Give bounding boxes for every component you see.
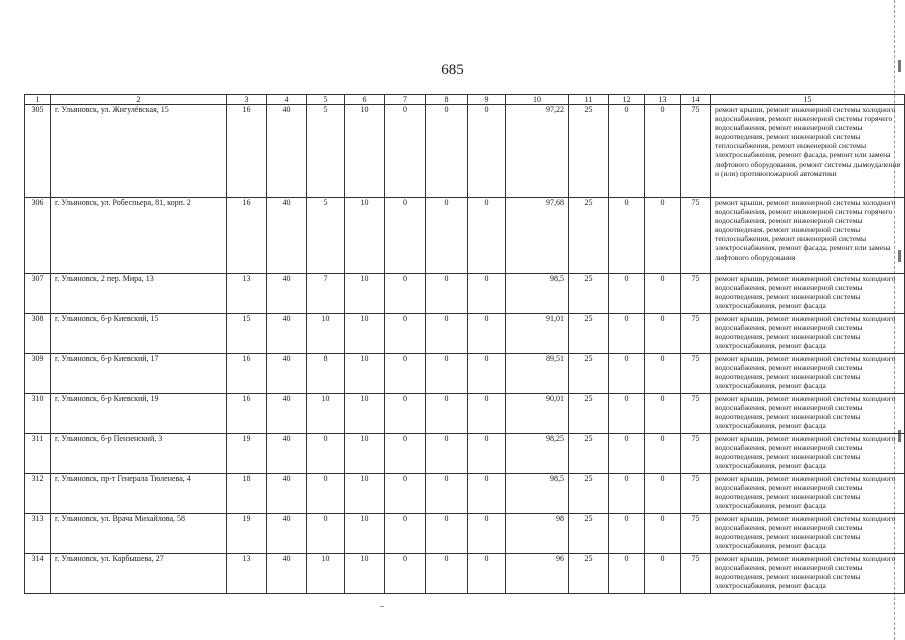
value-col-11: 25 <box>569 274 609 314</box>
value-col-13: 0 <box>645 198 681 274</box>
value-col-12: 0 <box>609 274 645 314</box>
value-col-14: 75 <box>681 434 711 474</box>
column-number-header: 7 <box>385 95 426 105</box>
value-col-14: 75 <box>681 198 711 274</box>
column-number-header: 2 <box>51 95 227 105</box>
column-number-header: 11 <box>569 95 609 105</box>
value-col-8: 0 <box>426 274 468 314</box>
row-number: 308 <box>25 314 51 354</box>
value-col-13: 0 <box>645 274 681 314</box>
value-col-3: 19 <box>227 434 267 474</box>
value-col-11: 25 <box>569 394 609 434</box>
value-col-13: 0 <box>645 105 681 198</box>
value-col-13: 0 <box>645 394 681 434</box>
column-number-header: 6 <box>345 95 385 105</box>
value-col-8: 0 <box>426 354 468 394</box>
value-col-4: 40 <box>267 105 307 198</box>
repair-works-list: ремонт крыши, ремонт инженерной системы холодного водоснабжения, ремонт инженерной системы водоотведения, ремонт инженерной системы электроснабжения, ремонт фасада <box>711 434 905 474</box>
repair-works-list: ремонт крыши, ремонт инженерной системы холодного водоснабжения, ремонт инженерной системы водоотведения, ремонт инженерной системы электроснабжения, ремонт фасада <box>711 354 905 394</box>
value-col-14: 75 <box>681 274 711 314</box>
row-number: 310 <box>25 394 51 434</box>
value-col-6: 10 <box>345 314 385 354</box>
repair-works-list: ремонт крыши, ремонт инженерной системы холодного водоснабжения, ремонт инженерной системы водоотведения, ремонт инженерной системы электроснабжения, ремонт фасада <box>711 554 905 594</box>
value-col-6: 10 <box>345 198 385 274</box>
value-col-12: 0 <box>609 434 645 474</box>
value-col-5: 5 <box>307 105 345 198</box>
value-col-11: 25 <box>569 105 609 198</box>
value-col-12: 0 <box>609 394 645 434</box>
value-col-7: 0 <box>385 354 426 394</box>
value-col-9: 0 <box>468 514 506 554</box>
value-col-10: 91,01 <box>506 314 569 354</box>
value-col-10: 97,22 <box>506 105 569 198</box>
table-row <box>25 105 905 198</box>
value-col-13: 0 <box>645 474 681 514</box>
value-col-12: 0 <box>609 105 645 198</box>
column-number-row <box>25 95 905 105</box>
repair-works-list: ремонт крыши, ремонт инженерной системы холодного водоснабжения, ремонт инженерной системы водоотведения, ремонт инженерной системы электроснабжения, ремонт фасада <box>711 314 905 354</box>
value-col-10: 98,5 <box>506 274 569 314</box>
value-col-9: 0 <box>468 474 506 514</box>
value-col-8: 0 <box>426 198 468 274</box>
value-col-6: 10 <box>345 474 385 514</box>
value-col-9: 0 <box>468 434 506 474</box>
value-col-8: 0 <box>426 474 468 514</box>
value-col-5: 0 <box>307 514 345 554</box>
scan-edge-mark <box>898 60 901 72</box>
value-col-14: 75 <box>681 394 711 434</box>
table-row <box>25 434 905 474</box>
value-col-4: 40 <box>267 474 307 514</box>
value-col-9: 0 <box>468 554 506 594</box>
value-col-4: 40 <box>267 554 307 594</box>
value-col-8: 0 <box>426 514 468 554</box>
row-number: 313 <box>25 514 51 554</box>
value-col-7: 0 <box>385 514 426 554</box>
value-col-11: 25 <box>569 474 609 514</box>
value-col-3: 16 <box>227 394 267 434</box>
row-number: 305 <box>25 105 51 198</box>
value-col-3: 16 <box>227 198 267 274</box>
value-col-3: 16 <box>227 354 267 394</box>
value-col-10: 97,68 <box>506 198 569 274</box>
value-col-9: 0 <box>468 274 506 314</box>
value-col-8: 0 <box>426 394 468 434</box>
value-col-5: 10 <box>307 314 345 354</box>
value-col-14: 75 <box>681 105 711 198</box>
value-col-3: 19 <box>227 514 267 554</box>
value-col-11: 25 <box>569 314 609 354</box>
table-row <box>25 514 905 554</box>
value-col-7: 0 <box>385 314 426 354</box>
table-row <box>25 198 905 274</box>
value-col-10: 98,25 <box>506 434 569 474</box>
column-number-header: 9 <box>468 95 506 105</box>
address: г. Ульяновск, ул. Жигулёвская, 15 <box>51 105 227 198</box>
table-row <box>25 554 905 594</box>
table-row <box>25 274 905 314</box>
value-col-5: 7 <box>307 274 345 314</box>
value-col-5: 10 <box>307 554 345 594</box>
value-col-9: 0 <box>468 354 506 394</box>
address: г. Ульяновск, б-р Киевский, 17 <box>51 354 227 394</box>
value-col-6: 10 <box>345 394 385 434</box>
value-col-3: 18 <box>227 474 267 514</box>
value-col-7: 0 <box>385 198 426 274</box>
value-col-4: 40 <box>267 314 307 354</box>
value-col-6: 10 <box>345 105 385 198</box>
value-col-14: 75 <box>681 554 711 594</box>
value-col-5: 0 <box>307 474 345 514</box>
scan-dot <box>380 606 384 607</box>
value-col-3: 15 <box>227 314 267 354</box>
table-row <box>25 474 905 514</box>
row-number: 306 <box>25 198 51 274</box>
value-col-8: 0 <box>426 314 468 354</box>
column-number-header: 13 <box>645 95 681 105</box>
value-col-7: 0 <box>385 474 426 514</box>
repair-works-list: ремонт крыши, ремонт инженерной системы холодного водоснабжения, ремонт инженерной системы горячего водоснабжения, ремонт инженерной системы водоотведения, ремонт инженерной системы теплоснабжения, ремонт инженерной системы электроснабжения, ремонт фасада, ремонт или замена лифтового оборудования, ремонт системы дымоудаления и (или) противопожарной автоматики <box>711 105 905 198</box>
value-col-3: 16 <box>227 105 267 198</box>
value-col-8: 0 <box>426 105 468 198</box>
value-col-7: 0 <box>385 274 426 314</box>
value-col-9: 0 <box>468 198 506 274</box>
address: г. Ульяновск, пр-т Генерала Тюленева, 4 <box>51 474 227 514</box>
value-col-11: 25 <box>569 198 609 274</box>
value-col-11: 25 <box>569 514 609 554</box>
value-col-12: 0 <box>609 474 645 514</box>
value-col-10: 90,01 <box>506 394 569 434</box>
column-number-header: 15 <box>711 95 905 105</box>
value-col-7: 0 <box>385 105 426 198</box>
value-col-13: 0 <box>645 314 681 354</box>
row-number: 311 <box>25 434 51 474</box>
value-col-14: 75 <box>681 314 711 354</box>
row-number: 309 <box>25 354 51 394</box>
value-col-7: 0 <box>385 434 426 474</box>
value-col-14: 75 <box>681 514 711 554</box>
value-col-13: 0 <box>645 354 681 394</box>
repair-works-list: ремонт крыши, ремонт инженерной системы холодного водоснабжения, ремонт инженерной системы водоотведения, ремонт инженерной системы электроснабжения, ремонт фасада <box>711 514 905 554</box>
address: г. Ульяновск, б-р Пензенский, 3 <box>51 434 227 474</box>
value-col-4: 40 <box>267 514 307 554</box>
table-row <box>25 314 905 354</box>
value-col-11: 25 <box>569 354 609 394</box>
value-col-6: 10 <box>345 274 385 314</box>
value-col-12: 0 <box>609 354 645 394</box>
address: г. Ульяновск, ул. Врача Михайлова, 58 <box>51 514 227 554</box>
column-number-header: 3 <box>227 95 267 105</box>
row-number: 314 <box>25 554 51 594</box>
value-col-8: 0 <box>426 434 468 474</box>
column-number-header: 12 <box>609 95 645 105</box>
column-number-header: 1 <box>25 95 51 105</box>
page-number: 685 <box>441 62 464 78</box>
repair-works-list: ремонт крыши, ремонт инженерной системы холодного водоснабжения, ремонт инженерной системы водоотведения, ремонт инженерной системы электроснабжения, ремонт фасада <box>711 474 905 514</box>
column-number-header: 5 <box>307 95 345 105</box>
repair-works-list: ремонт крыши, ремонт инженерной системы холодного водоснабжения, ремонт инженерной системы водоотведения, ремонт инженерной системы электроснабжения, ремонт фасада <box>711 394 905 434</box>
row-number: 307 <box>25 274 51 314</box>
column-number-header: 14 <box>681 95 711 105</box>
column-number-header: 10 <box>506 95 569 105</box>
value-col-6: 10 <box>345 434 385 474</box>
value-col-14: 75 <box>681 474 711 514</box>
value-col-10: 98 <box>506 514 569 554</box>
value-col-4: 40 <box>267 354 307 394</box>
address: г. Ульяновск, б-р Киевский, 15 <box>51 314 227 354</box>
value-col-4: 40 <box>267 198 307 274</box>
value-col-13: 0 <box>645 514 681 554</box>
value-col-13: 0 <box>645 434 681 474</box>
value-col-4: 40 <box>267 274 307 314</box>
value-col-10: 96 <box>506 554 569 594</box>
value-col-12: 0 <box>609 314 645 354</box>
value-col-7: 0 <box>385 554 426 594</box>
value-col-13: 0 <box>645 554 681 594</box>
value-col-3: 13 <box>227 554 267 594</box>
value-col-12: 0 <box>609 514 645 554</box>
value-col-3: 13 <box>227 274 267 314</box>
table-row <box>25 394 905 434</box>
value-col-5: 8 <box>307 354 345 394</box>
value-col-7: 0 <box>385 394 426 434</box>
value-col-14: 75 <box>681 354 711 394</box>
value-col-9: 0 <box>468 105 506 198</box>
column-number-header: 8 <box>426 95 468 105</box>
value-col-12: 0 <box>609 198 645 274</box>
value-col-10: 89,51 <box>506 354 569 394</box>
value-col-5: 0 <box>307 434 345 474</box>
value-col-9: 0 <box>468 314 506 354</box>
address: г. Ульяновск, 2 пер. Мира, 13 <box>51 274 227 314</box>
address: г. Ульяновск, ул. Робеспьера, 81, корп. 2 <box>51 198 227 274</box>
value-col-6: 10 <box>345 354 385 394</box>
value-col-4: 40 <box>267 394 307 434</box>
value-col-5: 10 <box>307 394 345 434</box>
repair-works-list: ремонт крыши, ремонт инженерной системы холодного водоснабжения, ремонт инженерной системы водоотведения, ремонт инженерной системы электроснабжения, ремонт фасада <box>711 274 905 314</box>
address: г. Ульяновск, б-р Киевский, 19 <box>51 394 227 434</box>
value-col-10: 98,5 <box>506 474 569 514</box>
value-col-5: 5 <box>307 198 345 274</box>
value-col-4: 40 <box>267 434 307 474</box>
value-col-12: 0 <box>609 554 645 594</box>
address: г. Ульяновск, ул. Карбышева, 27 <box>51 554 227 594</box>
value-col-6: 10 <box>345 554 385 594</box>
value-col-11: 25 <box>569 434 609 474</box>
value-col-11: 25 <box>569 554 609 594</box>
column-number-header: 4 <box>267 95 307 105</box>
value-col-8: 0 <box>426 554 468 594</box>
value-col-6: 10 <box>345 514 385 554</box>
repair-program-table <box>24 94 905 594</box>
value-col-9: 0 <box>468 394 506 434</box>
repair-works-list: ремонт крыши, ремонт инженерной системы холодного водоснабжения, ремонт инженерной системы горячего водоснабжения, ремонт инженерной системы водоотведения, ремонт инженерной системы теплоснабжения, ремонт инженерной системы электроснабжения, ремонт фасада, ремонт или замена лифтового оборудования <box>711 198 905 274</box>
row-number: 312 <box>25 474 51 514</box>
table-row <box>25 354 905 394</box>
